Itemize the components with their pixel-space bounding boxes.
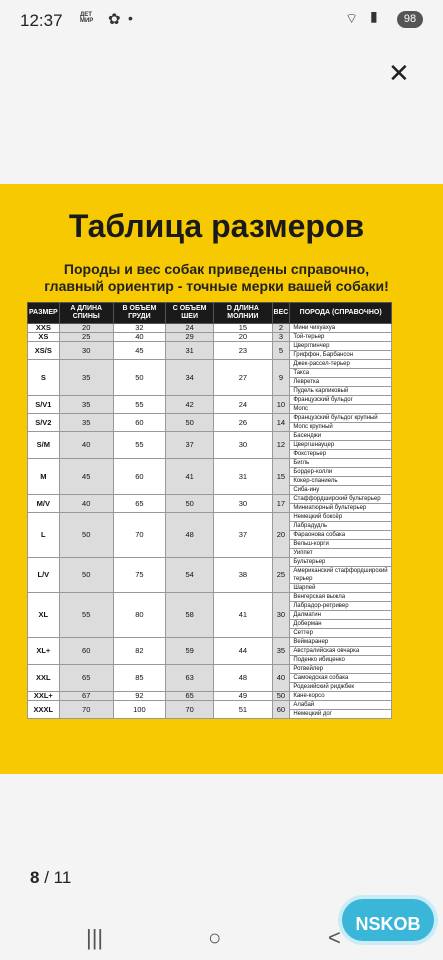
cell-breed: Вельш-корги [290, 540, 392, 549]
cell-c: 63 [166, 665, 214, 692]
table-row [28, 701, 392, 710]
cell-breed: Бордер-колли [290, 468, 392, 477]
detmir-app-icon: ДЕТ МИР [80, 12, 94, 24]
cell-breed: Немецкий дог [290, 710, 392, 719]
subtitle-line: Породы и вес собак приведены справочно, [63, 261, 370, 277]
cell-w: 35 [272, 638, 290, 665]
close-button[interactable]: ✕ [388, 58, 410, 88]
header-size: РАЗМЕР [28, 303, 60, 324]
cell-w: 17 [272, 495, 290, 513]
cell-d: 49 [214, 692, 272, 701]
cell-d: 27 [214, 360, 272, 396]
clock: 12:37 [20, 11, 63, 30]
cell-a: 25 [59, 333, 113, 342]
cell-w: 14 [272, 414, 290, 432]
subtitle-line: главный ориентир - точные мерки вашей собаки! [44, 278, 389, 294]
cell-breed: Пудель карликовый [290, 387, 392, 396]
cell-size: XXL+ [28, 692, 60, 701]
table-row [28, 333, 392, 342]
cell-b: 50 [113, 360, 165, 396]
cell-d: 30 [214, 432, 272, 459]
cell-c: 65 [166, 692, 214, 701]
cell-size: XXS [28, 324, 60, 333]
size-chart-image [0, 184, 443, 774]
cell-d: 41 [214, 593, 272, 638]
cell-w: 15 [272, 459, 290, 495]
table-row [28, 459, 392, 468]
cell-breed: Шарпей [290, 584, 392, 593]
notification-dot-icon: • [128, 10, 133, 26]
cell-size: M/V [28, 495, 60, 513]
header-neck: C ОБЪЕМ ШЕИ [166, 303, 214, 324]
cell-breed: Левретка [290, 378, 392, 387]
header-zipper-length: D ДЛИНА МОЛНИИ [214, 303, 272, 324]
cell-d: 48 [214, 665, 272, 692]
cell-size: XS [28, 333, 60, 342]
cell-breed: Такса [290, 369, 392, 378]
cell-size: S/M [28, 432, 60, 459]
cell-c: 58 [166, 593, 214, 638]
cell-d: 44 [214, 638, 272, 665]
cell-breed: Миниатюрный бультерьер [290, 504, 392, 513]
cell-c: 50 [166, 414, 214, 432]
cell-size: S/V2 [28, 414, 60, 432]
flower-notification-icon: ✿ [108, 11, 121, 28]
cell-c: 24 [166, 324, 214, 333]
cell-d: 30 [214, 495, 272, 513]
cell-a: 65 [59, 665, 113, 692]
table-row [28, 495, 392, 504]
cell-b: 82 [113, 638, 165, 665]
cell-w: 25 [272, 558, 290, 593]
cell-d: 26 [214, 414, 272, 432]
cell-w: 2 [272, 324, 290, 333]
cell-c: 31 [166, 342, 214, 360]
status-bar [0, 0, 443, 40]
cell-d: 24 [214, 396, 272, 414]
back-icon[interactable]: < [328, 925, 341, 950]
table-body [28, 324, 392, 719]
table-row [28, 396, 392, 405]
recent-apps-icon[interactable]: ||| [86, 925, 104, 950]
page-indicator [30, 868, 71, 888]
watermark-badge: NSKOB [338, 895, 438, 945]
header-weight: ВЕС [272, 303, 290, 324]
header-breed: ПОРОДА (СПРАВОЧНО) [290, 303, 392, 324]
cell-a: 50 [59, 558, 113, 593]
cell-d: 51 [214, 701, 272, 719]
cell-breed: Уиппет [290, 549, 392, 558]
cell-b: 100 [113, 701, 165, 719]
cell-a: 45 [59, 459, 113, 495]
cell-size: XXXL [28, 701, 60, 719]
cell-breed: Немецкий боксёр [290, 513, 392, 522]
cell-breed: Сеттер [290, 629, 392, 638]
chart-subtitle [25, 261, 408, 295]
wifi-icon: ⌔ [345, 10, 359, 26]
cell-size: S [28, 360, 60, 396]
table-row [28, 513, 392, 522]
current-page: 8 [30, 868, 40, 887]
table-header [28, 303, 392, 324]
cell-w: 30 [272, 593, 290, 638]
cell-breed: Алабай [290, 701, 392, 710]
cell-breed: Американский стаффордширский терьер [290, 567, 392, 584]
cell-breed: Австралийская овчарка [290, 647, 392, 656]
cell-c: 48 [166, 513, 214, 558]
cell-a: 70 [59, 701, 113, 719]
cell-d: 37 [214, 513, 272, 558]
cell-w: 20 [272, 513, 290, 558]
cell-w: 10 [272, 396, 290, 414]
cell-w: 12 [272, 432, 290, 459]
cell-c: 70 [166, 701, 214, 719]
cell-size: S/V1 [28, 396, 60, 414]
cell-breed: Лабрадудль [290, 522, 392, 531]
cell-breed: Стаффордширский бультерьер [290, 495, 392, 504]
cell-b: 32 [113, 324, 165, 333]
cell-w: 5 [272, 342, 290, 360]
cell-breed: Басенджи [290, 432, 392, 441]
cell-w: 50 [272, 692, 290, 701]
cell-breed: Родезийский риджбек [290, 683, 392, 692]
cell-w: 9 [272, 360, 290, 396]
table-row [28, 593, 392, 602]
cell-breed: Сиба-ину [290, 486, 392, 495]
header-back-length: A ДЛИНА СПИНЫ [59, 303, 113, 324]
cell-d: 20 [214, 333, 272, 342]
cell-size: XS/S [28, 342, 60, 360]
cell-c: 50 [166, 495, 214, 513]
cell-breed: Веймаранер [290, 638, 392, 647]
battery-icon: 98 [397, 11, 423, 28]
cell-a: 20 [59, 324, 113, 333]
cell-breed: Поденко ибиценко [290, 656, 392, 665]
cell-b: 70 [113, 513, 165, 558]
cell-b: 45 [113, 342, 165, 360]
cell-w: 3 [272, 333, 290, 342]
cell-breed: Французский бульдог [290, 396, 392, 405]
size-table [27, 302, 392, 719]
cell-d: 38 [214, 558, 272, 593]
table-row [28, 360, 392, 369]
cell-size: XL+ [28, 638, 60, 665]
table-row [28, 414, 392, 423]
cell-b: 92 [113, 692, 165, 701]
cell-breed: Ротвейлер [290, 665, 392, 674]
cell-c: 54 [166, 558, 214, 593]
cell-d: 23 [214, 342, 272, 360]
table-row [28, 665, 392, 674]
chart-title: Таблица размеров [68, 208, 365, 244]
cell-breed: Джек-рассел-терьер [290, 360, 392, 369]
cell-breed: Далматин [290, 611, 392, 620]
cell-b: 55 [113, 396, 165, 414]
cell-breed: Мини чихуахуа [290, 324, 392, 333]
cell-c: 42 [166, 396, 214, 414]
cell-b: 75 [113, 558, 165, 593]
cell-b: 85 [113, 665, 165, 692]
cell-a: 35 [59, 396, 113, 414]
cell-size: L [28, 513, 60, 558]
cell-breed: Мопс крупный [290, 423, 392, 432]
cell-breed: Лабрадор-ретривер [290, 602, 392, 611]
cell-b: 60 [113, 459, 165, 495]
cell-d: 15 [214, 324, 272, 333]
header-chest: B ОБЪЕМ ГРУДИ [113, 303, 165, 324]
cell-c: 37 [166, 432, 214, 459]
page-separator: / [44, 868, 54, 887]
table-row [28, 432, 392, 441]
cell-c: 41 [166, 459, 214, 495]
cell-c: 59 [166, 638, 214, 665]
cell-a: 67 [59, 692, 113, 701]
cell-c: 34 [166, 360, 214, 396]
cell-breed: Цвергшнауцер [290, 441, 392, 450]
table-row [28, 558, 392, 567]
cell-breed: Мопс [290, 405, 392, 414]
cell-w: 40 [272, 665, 290, 692]
cell-a: 40 [59, 495, 113, 513]
cell-size: XL [28, 593, 60, 638]
cell-breed: Бигль [290, 459, 392, 468]
cell-a: 55 [59, 593, 113, 638]
cell-breed: Французский бульдог крупный [290, 414, 392, 423]
cell-breed: Кокер-спаниель [290, 477, 392, 486]
cell-breed: Той-терьер [290, 333, 392, 342]
cell-breed: Фокстерьер [290, 450, 392, 459]
cell-c: 29 [166, 333, 214, 342]
cell-breed: Венгерская выжла [290, 593, 392, 602]
cell-breed: Гриффон, Барбансон [290, 351, 392, 360]
cell-a: 60 [59, 638, 113, 665]
cell-a: 35 [59, 414, 113, 432]
cell-size: XXL [28, 665, 60, 692]
cell-b: 60 [113, 414, 165, 432]
cell-d: 31 [214, 459, 272, 495]
cell-breed: Фараонова собака [290, 531, 392, 540]
cell-size: M [28, 459, 60, 495]
cell-breed: Кане-корсо [290, 692, 392, 701]
home-icon[interactable]: ○ [208, 925, 222, 950]
table-row [28, 692, 392, 701]
cell-breed: Цвергпинчер [290, 342, 392, 351]
cell-b: 55 [113, 432, 165, 459]
cell-b: 40 [113, 333, 165, 342]
cell-size: L/V [28, 558, 60, 593]
cell-w: 60 [272, 701, 290, 719]
cell-breed: Бультерьер [290, 558, 392, 567]
cell-a: 40 [59, 432, 113, 459]
signal-icon: ▮ [370, 8, 378, 24]
table-row [28, 342, 392, 351]
cell-breed: Самоедская собака [290, 674, 392, 683]
cell-b: 80 [113, 593, 165, 638]
cell-a: 35 [59, 360, 113, 396]
cell-a: 50 [59, 513, 113, 558]
cell-b: 65 [113, 495, 165, 513]
total-pages: 11 [53, 868, 72, 887]
cell-breed: Доберман [290, 620, 392, 629]
table-row [28, 638, 392, 647]
cell-a: 30 [59, 342, 113, 360]
